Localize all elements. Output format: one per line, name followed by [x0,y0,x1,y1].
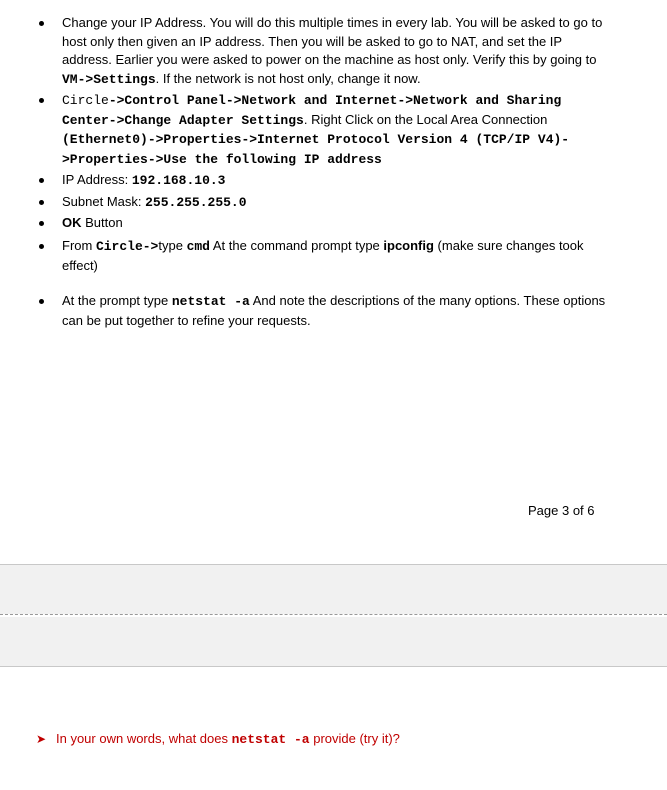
code-circle-arrow: Circle-> [95,239,159,254]
code-properties-path: ->Properties->Internet Protocol Version 4 (TCP/IP V4)->Properties->Use the following IP address [62,132,570,167]
subnet-mask-value: 255.255.255.0 [145,194,247,210]
arrow-bullet-icon: ➤ [36,732,47,746]
list-item-subnet-mask: Subnet Mask: 255.255.255.0 [0,193,667,213]
page-break-band-bottom [0,617,667,667]
page-break-divider [0,614,667,615]
list-item-netstat: At the prompt type netstat -a And note the descriptions of the many options. These options can be put together to refine your requests. [0,292,667,330]
code-control-panel-path: ->Control Panel->Network and Internet->Network and Sharing Center->Change Adapter Settings [62,93,562,128]
code-netstat-question: netstat -a [231,732,310,747]
code-cmd: cmd [186,239,210,254]
ip-address-value: 192.168.10.3 [131,173,226,188]
list-item-change-ip: Change your IP Address. You will do this multiple times in every lab. You will be asked to go to host only then given an IP address. Then you will be asked to go to NAT, and set the IP address. Earlier you were asked to power on the machine as host only. Verify this by going to VM->Settings. If the network is not host only, change it now. [0,14,667,89]
code-circle: Circle [62,93,109,108]
list-item-ok-button: OK Button [0,214,667,233]
code-ethernet0: (Ethernet0) [62,132,148,147]
instruction-list [0,14,667,235]
code-netstat: netstat -a [171,294,250,309]
list-item-ip-address: IP Address: 192.168.10.3 [0,171,667,191]
cmd-list [0,237,667,275]
question-netstat: ➤ In your own words, what does netstat -a provide (try it)? [36,731,400,747]
page-number: Page 3 of 6 [528,503,595,518]
ipconfig-text: ipconfig [383,238,434,253]
code-vm-settings: VM->Settings [62,71,156,87]
list-item-control-panel-path: Circle->Control Panel->Network and Internet->Network and Sharing Center->Change Adapter Settings. Right Click on the Local Area Connection (Ethernet0)->Properties->Internet Protocol Version 4 (TCP/IP V4)->Properties->Use the following IP address [0,91,667,169]
page-break-band-top [0,564,667,614]
netstat-list [0,292,667,330]
list-item-ipconfig: From Circle->type cmd At the command prompt type ipconfig (make sure changes took effect) [0,237,667,275]
